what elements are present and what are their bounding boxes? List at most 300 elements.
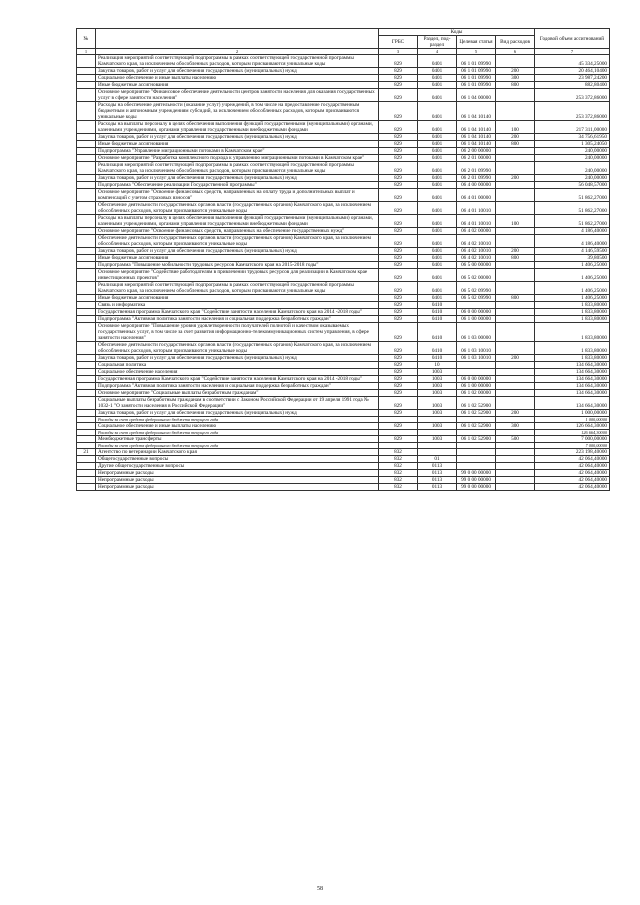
row-section: 0401 [418, 215, 457, 228]
row-section: 0401 [418, 148, 457, 155]
row-expense-type [496, 309, 535, 316]
table-row [77, 463, 610, 470]
row-article: 06 1 03 10010 [457, 355, 496, 362]
table-row [77, 376, 610, 383]
column-index: 4 [418, 49, 457, 55]
row-name: Подпрограмма "Активная политика занятости населения и социальная поддержка безработных граждан" [96, 316, 379, 323]
row-article: 06 0 00 00000 [457, 309, 496, 316]
row-article: 06 4 01 10010 [457, 215, 496, 228]
row-number [77, 463, 96, 470]
row-amount: 134 664,30000 [535, 383, 610, 390]
row-section: 0410 [418, 355, 457, 362]
row-number [77, 162, 96, 175]
table-row [77, 189, 610, 202]
row-expense-type [496, 449, 535, 456]
row-amount: 51 862,27000 [535, 189, 610, 202]
row-section: 0401 [418, 202, 457, 215]
row-name: Закупка товаров, работ и услуг для обеспечения государственных (муниципальных) нужд [96, 410, 379, 417]
table-row [77, 355, 610, 362]
row-amount: 1 000,00000 [535, 417, 610, 423]
header-number: № [77, 29, 96, 49]
table-row [77, 155, 610, 162]
row-grbs: 829 [379, 75, 418, 82]
row-article: 06 1 01 09990 [457, 68, 496, 75]
row-name: Расходы на выплаты персоналу в целях обеспечения выполнения функций государственными (муниципальными) органами, казенными учреждениями, органами управления государственными внебюджетными фондами [96, 121, 379, 134]
table-row [77, 323, 610, 342]
row-section: 01 [418, 456, 457, 463]
row-name: Основное мероприятие "Освоение финансовых средств, направленных на обеспечение государственных нужд" [96, 228, 379, 235]
row-name: Иные бюджетные ассигнования [96, 255, 379, 262]
row-expense-type [496, 55, 535, 68]
row-grbs: 829 [379, 269, 418, 282]
row-section: 0401 [418, 121, 457, 134]
row-number [77, 182, 96, 189]
row-name: Иные бюджетные ассигнования [96, 82, 379, 89]
row-expense-type: 200 [496, 248, 535, 255]
row-grbs: 829 [379, 155, 418, 162]
row-expense-type [496, 397, 535, 410]
header-section: Раздел, под-раздел [418, 36, 457, 49]
row-number [77, 342, 96, 355]
row-amount: 217 311,00000 [535, 121, 610, 134]
row-article: 99 0 00 00000 [457, 470, 496, 477]
table-row [77, 397, 610, 410]
row-section: 1003 [418, 410, 457, 417]
row-number [77, 262, 96, 269]
table-body [77, 55, 610, 491]
row-expense-type [496, 342, 535, 355]
row-expense-type [496, 162, 535, 175]
row-name: Непрограммные расходы [96, 477, 379, 484]
row-expense-type: 800 [496, 255, 535, 262]
row-name: Государственная программа Камчатского края "Содействие занятости населения Камчатского края на 2014 -2018 годы" [96, 376, 379, 383]
row-amount: 4 186,40000 [535, 235, 610, 248]
table-row [77, 436, 610, 443]
row-grbs: 829 [379, 68, 418, 75]
row-amount: 1 833,80000 [535, 355, 610, 362]
row-section: 0401 [418, 255, 457, 262]
row-number [77, 362, 96, 369]
row-article: 06 2 01 00000 [457, 155, 496, 162]
table-row [77, 82, 610, 89]
row-name: Закупка товаров, работ и услуг для обеспечения государственных (муниципальных) нужд [96, 134, 379, 141]
row-grbs: 832 [379, 470, 418, 477]
table-row [77, 75, 610, 82]
row-name: Обеспечение деятельности государственных органов власти (государственных органов) Камчатского края, за исключением обособленных расходов, которым присваиваются уникальные коды [96, 342, 379, 355]
row-amount: 42 064,40000 [535, 463, 610, 470]
row-amount: 45 334,25000 [535, 55, 610, 68]
row-number [77, 369, 96, 376]
row-section: 1003 [418, 376, 457, 383]
header-grbs: ГРБС [379, 36, 418, 49]
row-grbs: 829 [379, 383, 418, 390]
row-number [77, 383, 96, 390]
column-index: 6 [496, 49, 535, 55]
row-amount: 39,80500 [535, 255, 610, 262]
row-article: 06 1 04 10140 [457, 102, 496, 121]
row-amount: 240,00000 [535, 155, 610, 162]
row-section: 0401 [418, 89, 457, 102]
row-expense-type: 500 [496, 436, 535, 443]
row-amount: 1 833,80000 [535, 316, 610, 323]
table-row [77, 248, 610, 255]
row-name: Социальное обеспечение и иные выплаты населению [96, 75, 379, 82]
table-row [77, 89, 610, 102]
row-name: Расходы за счет средств федерального бюджета текущего года [96, 443, 379, 449]
row-grbs: 829 [379, 215, 418, 228]
row-article: 06 4 02 00000 [457, 228, 496, 235]
row-article: 06 4 01 10010 [457, 202, 496, 215]
row-expense-type [496, 323, 535, 342]
row-name: Основное мероприятие "Содействие работодателям в привлечении трудовых ресурсов для реализации в Камчатском крае инвестиционных проектов" [96, 269, 379, 282]
row-section: 0410 [418, 309, 457, 316]
row-name: Основное мероприятие "Освоение финансовых средств, направленных на оплату труда и дополнительных выплат и компенсаций с учетом страховых взносов" [96, 189, 379, 202]
row-section: 0401 [418, 68, 457, 75]
row-grbs: 829 [379, 390, 418, 397]
row-section: 0410 [418, 342, 457, 355]
row-article: 99 0 00 00000 [457, 477, 496, 484]
table-row [77, 134, 610, 141]
table-row [77, 255, 610, 262]
row-amount: 1 833,80000 [535, 309, 610, 316]
row-name: Подпрограмма "Повышение мобильности трудовых ресурсов Камчатского края на 2015-2018 годы" [96, 262, 379, 269]
row-number [77, 397, 96, 410]
row-grbs: 829 [379, 134, 418, 141]
row-amount: 134 664,30000 [535, 376, 610, 383]
row-amount: 51 862,27000 [535, 215, 610, 228]
row-name: Расходы за счет средств федерального бюджета текущего года [96, 430, 379, 436]
row-name: Обеспечение деятельности государственных органов власти (государственных органов) Камчатского края, за исключением обособленных расходов, которым присваиваются уникальные коды [96, 202, 379, 215]
row-article: 06 1 01 09990 [457, 82, 496, 89]
row-section [418, 449, 457, 456]
table-row [77, 295, 610, 302]
row-number [77, 148, 96, 155]
row-expense-type [496, 182, 535, 189]
row-article: 06 4 00 00000 [457, 182, 496, 189]
row-expense-type [496, 302, 535, 309]
row-expense-type: 300 [496, 423, 535, 430]
row-name: Расходы на выплаты персоналу в целях обеспечения выполнения функций государственными (муниципальными) органами, казенными учреждениями, органами управления государственными внебюджетными фондами [96, 215, 379, 228]
row-section: 0401 [418, 162, 457, 175]
table-row [77, 369, 610, 376]
row-grbs: 829 [379, 397, 418, 410]
row-amount: 20 464,10400 [535, 68, 610, 75]
table-row [77, 262, 610, 269]
row-article: 06 1 04 10140 [457, 121, 496, 134]
row-amount: 1 305,24050 [535, 141, 610, 148]
row-amount: 1 833,80000 [535, 302, 610, 309]
column-index: 5 [457, 49, 496, 55]
row-section: 0113 [418, 477, 457, 484]
row-amount: 42 064,40000 [535, 484, 610, 491]
header-amount: Годовой объем ассигнований [535, 29, 610, 49]
row-name: Реализация мероприятий соответствующей подпрограммы в рамках соответствующей государственной программы Камчатского края, за исключением обособленных расходов, которым присваиваются уникальные коды [96, 55, 379, 68]
row-section: 0410 [418, 323, 457, 342]
table-row [77, 423, 610, 430]
row-grbs: 829 [379, 342, 418, 355]
row-expense-type [496, 369, 535, 376]
row-grbs: 829 [379, 355, 418, 362]
row-section: 1003 [418, 397, 457, 410]
row-expense-type [496, 470, 535, 477]
row-name: Реализация мероприятий соответствующей подпрограммы в рамках соответствующей государственной программы Камчатского края, за исключением обособленных расходов, которым присваиваются уникальные коды [96, 162, 379, 175]
row-number [77, 55, 96, 68]
table-row [77, 410, 610, 417]
row-amount: 134 664,30000 [535, 362, 610, 369]
row-article: 06 5 02 09990 [457, 295, 496, 302]
table-row [77, 102, 610, 121]
row-section: 1003 [418, 436, 457, 443]
column-index: 2 [96, 49, 379, 55]
row-grbs: 829 [379, 423, 418, 430]
table-row [77, 383, 610, 390]
row-expense-type [496, 262, 535, 269]
row-grbs: 829 [379, 255, 418, 262]
header-expense-type: Вид расходов [496, 36, 535, 49]
row-number [77, 295, 96, 302]
row-number [77, 248, 96, 255]
row-section: 0401 [418, 248, 457, 255]
row-amount: 7 000,00000 [535, 443, 610, 449]
table-row [77, 235, 610, 248]
row-grbs: 829 [379, 202, 418, 215]
row-name: Иные бюджетные ассигнования [96, 295, 379, 302]
row-expense-type [496, 376, 535, 383]
row-section: 0401 [418, 235, 457, 248]
row-article [457, 362, 496, 369]
row-grbs: 829 [379, 182, 418, 189]
row-name: Агентство по ветеринарии Камчатского края [96, 449, 379, 456]
table-row [77, 342, 610, 355]
row-number [77, 269, 96, 282]
row-number [77, 89, 96, 102]
row-amount: 1 406,25000 [535, 295, 610, 302]
row-name: Межбюджетные трансферты [96, 436, 379, 443]
row-grbs: 829 [379, 262, 418, 269]
row-number [77, 477, 96, 484]
row-name: Непрограммные расходы [96, 470, 379, 477]
table-row [77, 55, 610, 68]
row-expense-type [496, 148, 535, 155]
row-expense-type [496, 228, 535, 235]
row-section: 0401 [418, 175, 457, 182]
row-amount: 7 000,00000 [535, 436, 610, 443]
row-amount: 126 664,30000 [535, 430, 610, 436]
row-grbs: 829 [379, 162, 418, 175]
row-expense-type [496, 463, 535, 470]
table-row [77, 282, 610, 295]
row-article: 06 2 01 09990 [457, 175, 496, 182]
row-section: 1003 [418, 390, 457, 397]
row-article [457, 369, 496, 376]
page-number: 58 [317, 886, 323, 892]
row-name: Закупка товаров, работ и услуг для обеспечения государственных (муниципальных) нужд [96, 355, 379, 362]
row-expense-type [496, 316, 535, 323]
row-expense-type [496, 202, 535, 215]
row-section: 0410 [418, 302, 457, 309]
row-section: 1003 [418, 369, 457, 376]
row-section: 0401 [418, 134, 457, 141]
row-amount: 882,80400 [535, 82, 610, 89]
row-section: 0401 [418, 155, 457, 162]
row-name: Расходы на обеспечение деятельности (оказание услуг) учреждений, в том числе на предоставление государственным бюджетным и автономным учреждениям субсидий, за исключением обособленных расходов, которым присваиваются уникальные коды [96, 102, 379, 121]
table-row [77, 477, 610, 484]
row-article: 06 1 02 52900 [457, 410, 496, 417]
table-row [77, 162, 610, 175]
row-name: Социальные выплаты безработным гражданам в соответствии с Законом Российской Федерации от 19 апреля 1991 года № 1032-1 "О занятости населения в Российской Федерации" [96, 397, 379, 410]
row-grbs: 829 [379, 369, 418, 376]
row-amount: 1 406,25000 [535, 282, 610, 295]
row-grbs: 829 [379, 175, 418, 182]
table-row [77, 148, 610, 155]
row-expense-type [496, 155, 535, 162]
row-grbs: 832 [379, 484, 418, 491]
row-amount: 42 064,40000 [535, 470, 610, 477]
header-name [96, 29, 379, 49]
row-name: Связь и информатика [96, 302, 379, 309]
row-expense-type [496, 282, 535, 295]
row-number [77, 175, 96, 182]
row-number [77, 390, 96, 397]
row-article: 06 0 00 00000 [457, 376, 496, 383]
row-article: 06 1 00 00000 [457, 383, 496, 390]
table-row [77, 456, 610, 463]
row-article [457, 456, 496, 463]
row-section: 0113 [418, 463, 457, 470]
row-amount: 56 048,57000 [535, 182, 610, 189]
row-grbs: 829 [379, 141, 418, 148]
table-row [77, 121, 610, 134]
row-expense-type [496, 390, 535, 397]
row-grbs: 829 [379, 235, 418, 248]
row-expense-type: 200 [496, 175, 535, 182]
row-amount: 1 406,25000 [535, 262, 610, 269]
table-row [77, 215, 610, 228]
row-expense-type [496, 484, 535, 491]
row-article: 06 1 01 09990 [457, 55, 496, 68]
row-article: 06 4 02 10010 [457, 255, 496, 262]
row-article: 06 1 02 00000 [457, 390, 496, 397]
table-row [77, 141, 610, 148]
row-amount: 134 664,30000 [535, 390, 610, 397]
row-section: 0401 [418, 228, 457, 235]
row-section: 0401 [418, 189, 457, 202]
row-grbs: 829 [379, 410, 418, 417]
row-article: 06 1 00 00000 [457, 316, 496, 323]
row-expense-type: 300 [496, 75, 535, 82]
row-amount: 240,00000 [535, 148, 610, 155]
row-article: 06 1 03 00000 [457, 323, 496, 342]
row-amount: 134 664,30000 [535, 369, 610, 376]
row-amount: 253 372,86000 [535, 102, 610, 121]
row-section: 10 [418, 362, 457, 369]
row-article: 06 2 00 00000 [457, 148, 496, 155]
row-grbs: 829 [379, 189, 418, 202]
row-amount: 223 198,40000 [535, 449, 610, 456]
row-number: 21 [77, 449, 96, 456]
table-row [77, 68, 610, 75]
row-expense-type: 200 [496, 68, 535, 75]
row-amount: 1 406,25000 [535, 269, 610, 282]
row-grbs: 829 [379, 295, 418, 302]
row-name: Государственная программа Камчатского края "Содействие занятости населения Камчатского края на 2014 -2018 годы" [96, 309, 379, 316]
row-section: 0401 [418, 102, 457, 121]
row-grbs: 832 [379, 477, 418, 484]
row-grbs: 829 [379, 55, 418, 68]
row-name: Закупка товаров, работ и услуг для обеспечения государственных (муниципальных) нужд [96, 248, 379, 255]
row-expense-type [496, 189, 535, 202]
row-number [77, 436, 96, 443]
table-row [77, 269, 610, 282]
row-number [77, 255, 96, 262]
row-number [77, 316, 96, 323]
row-number [77, 189, 96, 202]
row-number [77, 215, 96, 228]
table-row [77, 202, 610, 215]
column-index: 3 [379, 49, 418, 55]
row-article [457, 302, 496, 309]
row-amount: 1 833,80000 [535, 323, 610, 342]
row-grbs: 829 [379, 362, 418, 369]
row-section: 0401 [418, 75, 457, 82]
row-amount: 240,00000 [535, 162, 610, 175]
row-expense-type [496, 235, 535, 248]
row-name: Основное мероприятие "Разработка комплексного подхода к управлению миграционными потоками в Камчатском крае" [96, 155, 379, 162]
table-row [77, 484, 610, 491]
row-name: Другие общегосударственные вопросы [96, 463, 379, 470]
row-name: Социальное обеспечение населения [96, 369, 379, 376]
row-grbs: 829 [379, 323, 418, 342]
row-name: Социальное обеспечение и иные выплаты населению [96, 423, 379, 430]
table-row [77, 362, 610, 369]
row-expense-type [496, 383, 535, 390]
row-grbs: 832 [379, 449, 418, 456]
row-amount: 34 756,61950 [535, 134, 610, 141]
row-article: 06 2 01 09990 [457, 162, 496, 175]
row-expense-type: 200 [496, 134, 535, 141]
row-grbs: 832 [379, 456, 418, 463]
row-grbs: 829 [379, 228, 418, 235]
row-expense-type: 800 [496, 295, 535, 302]
row-section: 0401 [418, 141, 457, 148]
row-grbs: 829 [379, 309, 418, 316]
row-amount: 240,00000 [535, 175, 610, 182]
row-name: Основное мероприятие "Повышение уровня удовлетворенности получателей полнотой и качеством оказываемых государственных услуг, в том числе за счет развития информационно-телекоммуникационных систем управления, в сфере занятости населения" [96, 323, 379, 342]
row-number [77, 141, 96, 148]
row-name: Основное мероприятие "Социальные выплаты безработным гражданам" [96, 390, 379, 397]
row-article: 06 1 02 52900 [457, 423, 496, 430]
row-article: 06 1 02 52900 [457, 436, 496, 443]
row-number [77, 355, 96, 362]
table-row [77, 316, 610, 323]
row-article: 06 1 04 10140 [457, 134, 496, 141]
row-amount: 253 372,86000 [535, 89, 610, 102]
row-number [77, 376, 96, 383]
row-section: 1003 [418, 383, 457, 390]
row-amount: 23 987,24200 [535, 75, 610, 82]
row-grbs: 829 [379, 82, 418, 89]
column-index: 1 [77, 49, 96, 55]
row-amount: 4 186,40000 [535, 228, 610, 235]
row-amount: 42 064,40000 [535, 456, 610, 463]
row-grbs: 829 [379, 436, 418, 443]
row-grbs: 829 [379, 148, 418, 155]
row-number [77, 282, 96, 295]
table-row [77, 470, 610, 477]
row-article: 06 5 02 09990 [457, 282, 496, 295]
row-expense-type [496, 456, 535, 463]
row-name: Подпрограмма "Обеспечение реализации Государственной программы" [96, 182, 379, 189]
